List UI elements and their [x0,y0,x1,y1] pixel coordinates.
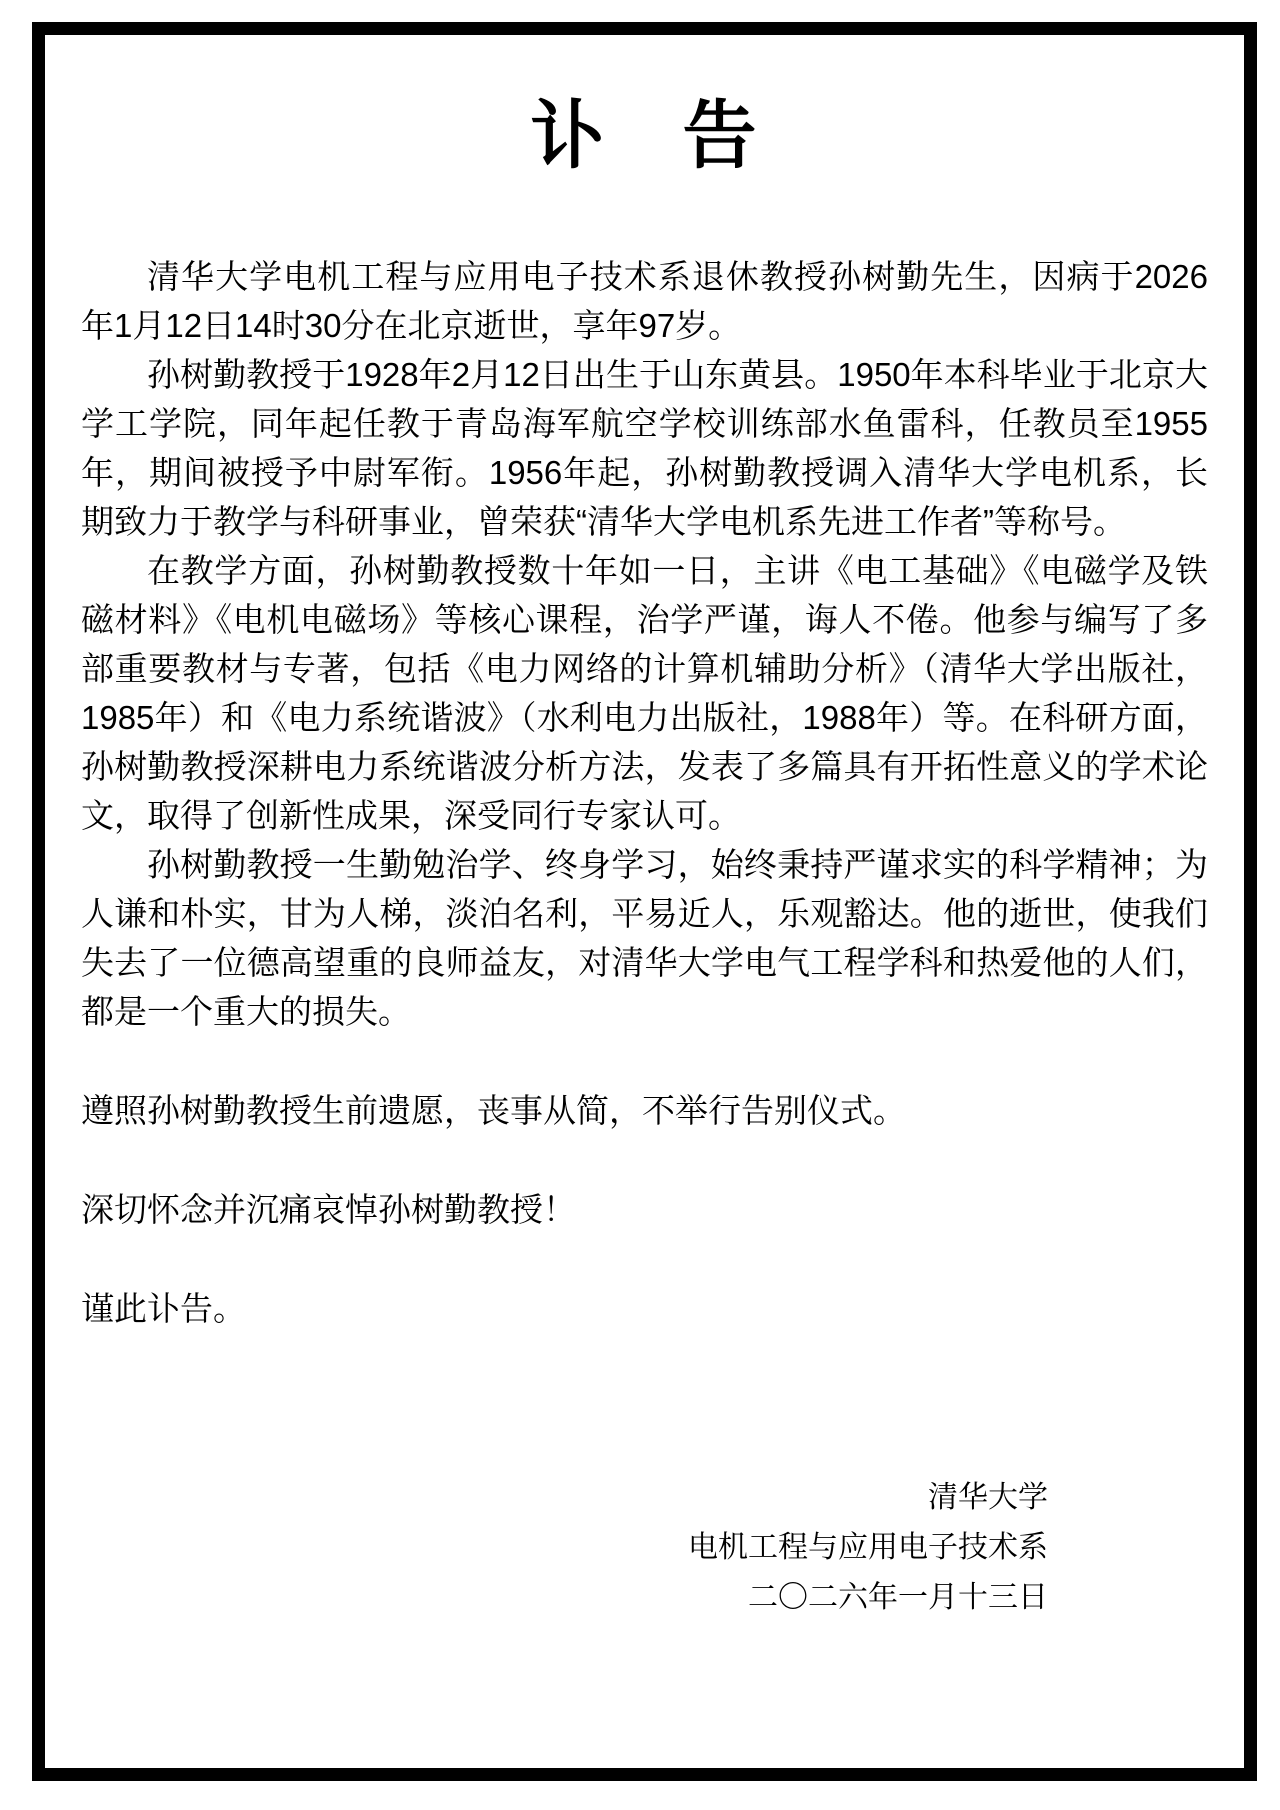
signature-organization: 清华大学 [928,1481,1048,1514]
obituary-page-frame [32,22,1257,1781]
notice-paragraph-biography: 孙树勤教授于1928年2月12日出生于山东黄县。1950年本科毕业于北京大学工学院，同年起任教于青岛海军航空学校训练部水鱼雷科，任教员至1955年，期间被授予中尉军衔。1956年起，孙树勤教授调入清华大学电机系，长期致力于教学与科研事业，曾荣获“清华大学电机系先进工作者”等称号。 [81,356,1208,540]
notice-paragraph-death: 清华大学电机工程与应用电子技术系退休教授孙树勤先生，因病于2026年1月12日14时30分在北京逝世，享年97岁。 [81,258,1208,344]
notice-title: 讣 告 [530,94,759,177]
signature-department: 电机工程与应用电子技术系 [688,1531,1048,1564]
signature-date: 二〇二六年一月十三日 [748,1581,1048,1614]
closing-line-funeral-arrangement: 遵照孙树勤教授生前遗愿，丧事从简，不举行告别仪式。 [81,1092,906,1129]
closing-line-mourning: 深切怀念并沉痛哀悼孙树勤教授！ [81,1191,576,1228]
signature-block [81,1473,1208,1623]
notice-paragraph-character: 孙树勤教授一生勤勉治学、终身学习，始终秉持严谨求实的科学精神；为人谦和朴实，甘为人梯，淡泊名利，平易近人，乐观豁达。他的逝世，使我们失去了一位德高望重的良师益友，对清华大学电气工程学科和热爱他的人们，都是一个重大的损失。 [81,846,1208,1030]
notice-paragraph-career: 在教学方面，孙树勤教授数十年如一日，主讲《电工基础》《电磁学及铁磁材料》《电机电磁场》等核心课程，治学严谨，诲人不倦。他参与编写了多部重要教材与专著，包括《电力网络的计算机辅助分析》（清华大学出版社，1985年）和《电力系统谐波》（水利电力出版社，1988年）等。在科研方面，孙树勤教授深耕电力系统谐波分析方法，发表了多篇具有开拓性意义的学术论文，取得了创新性成果，深受同行专家认可。 [81,552,1208,834]
closing-line-sign-off: 谨此讣告。 [81,1290,246,1327]
notice-body [81,252,1208,1036]
obituary-content [45,35,1244,1768]
